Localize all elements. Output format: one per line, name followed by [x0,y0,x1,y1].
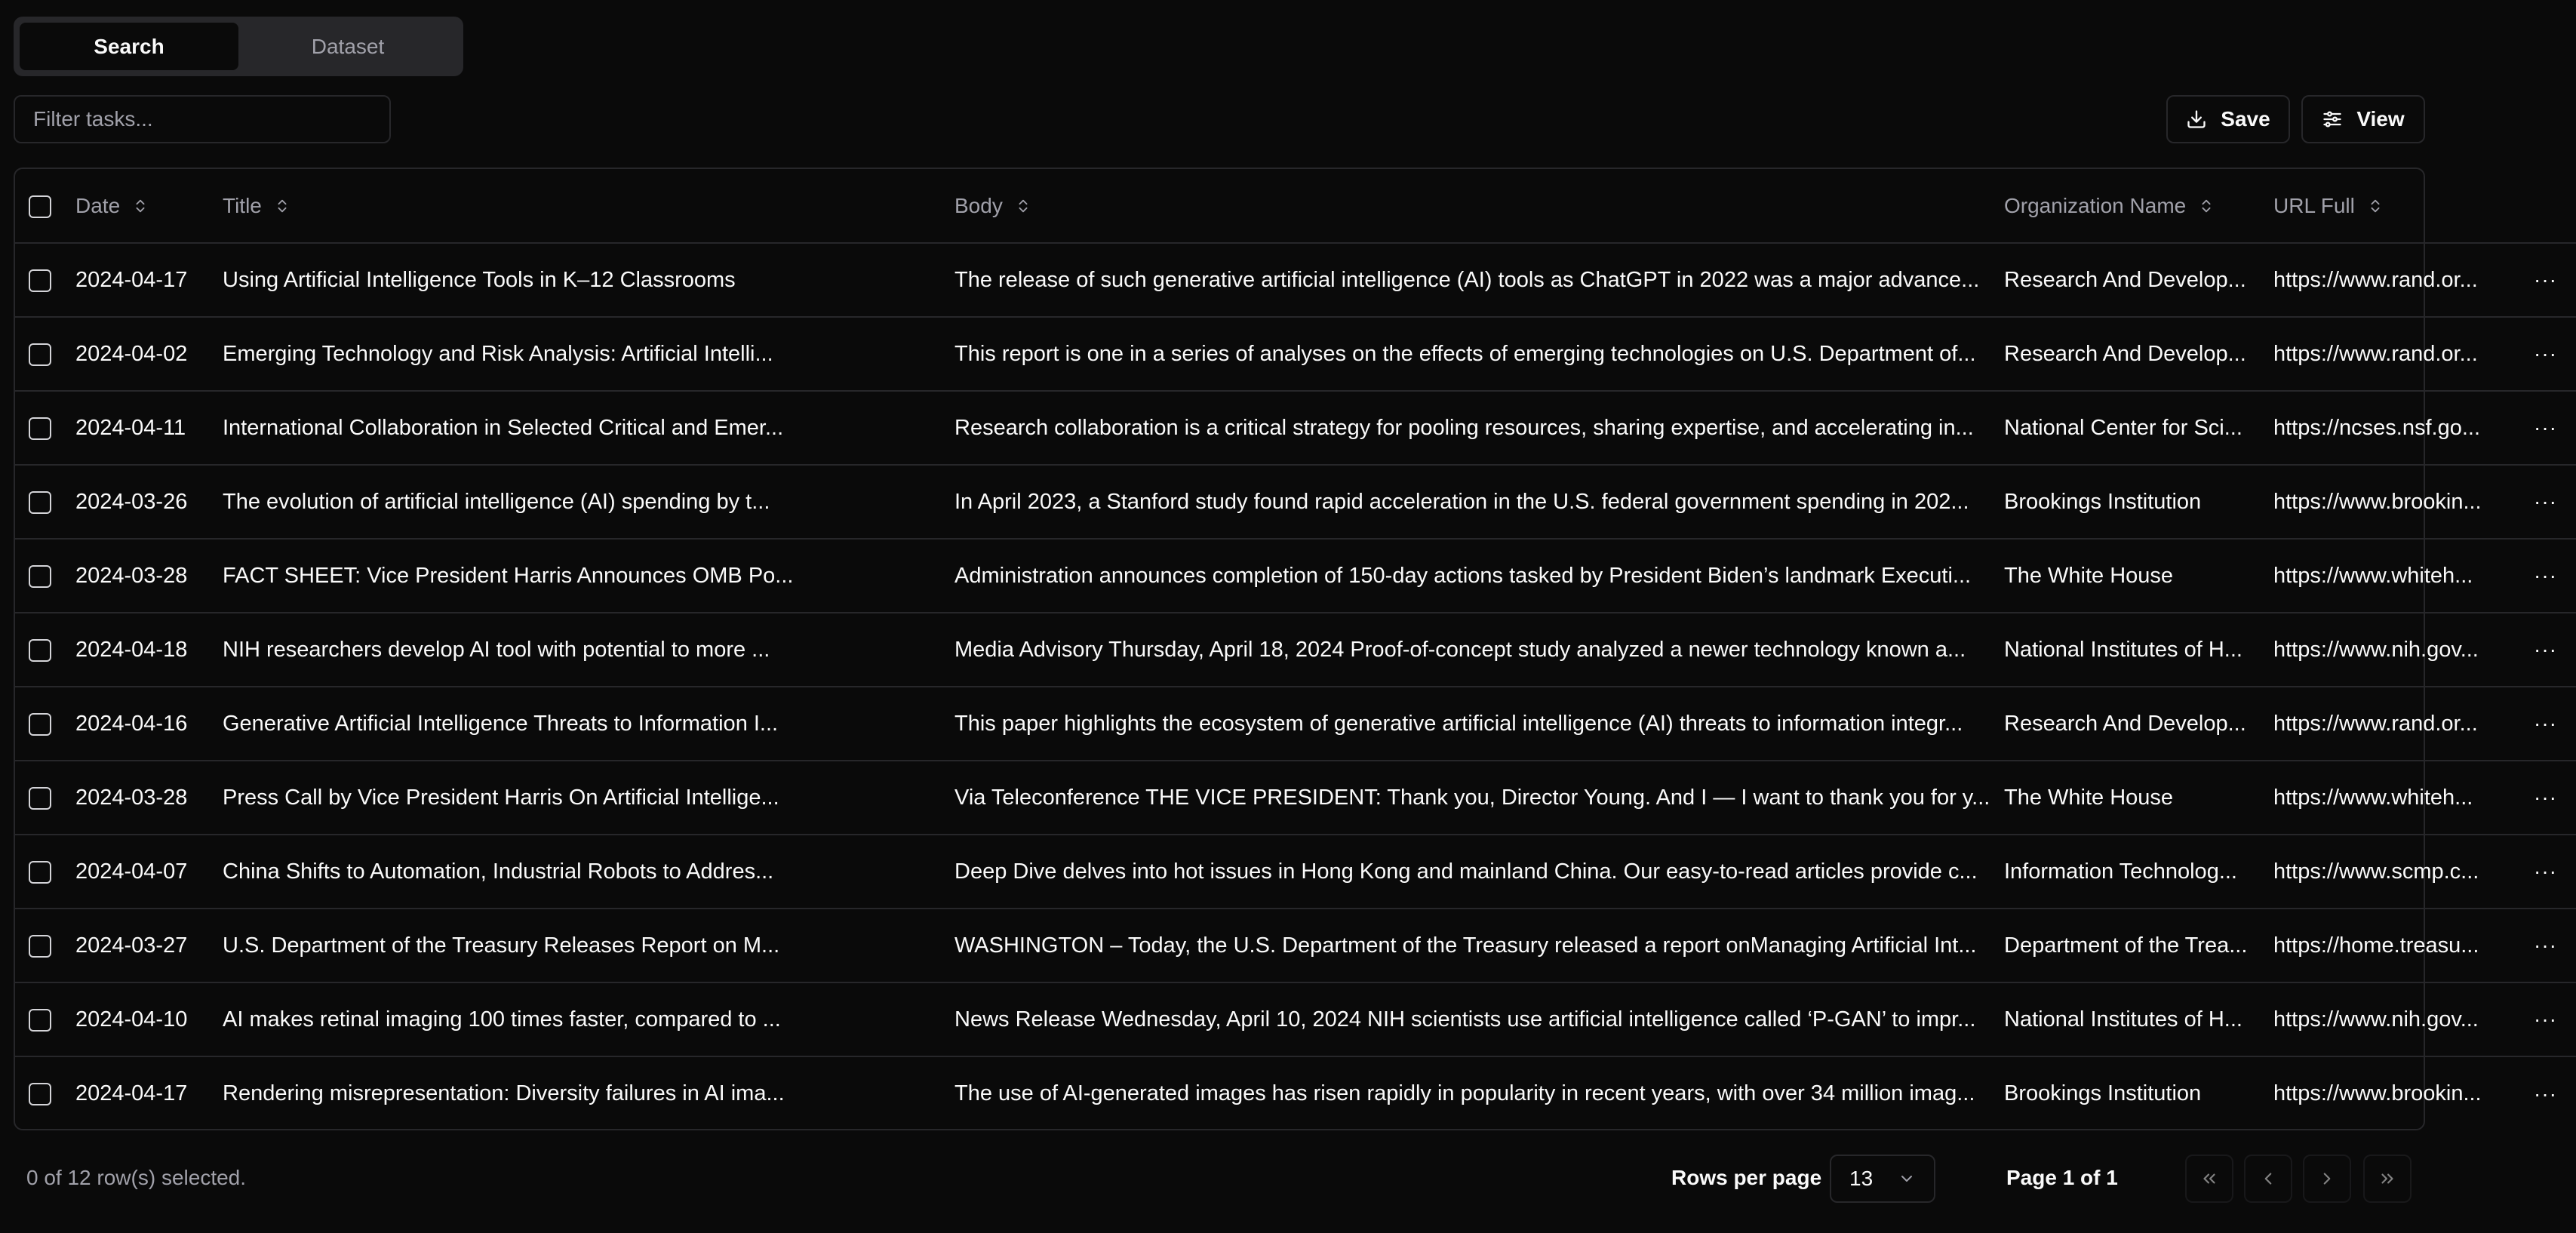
cell-organization: National Institutes of H... [2004,637,2242,662]
tab-switcher [14,17,463,76]
row-actions-glyph: ··· [2534,1007,2557,1031]
save-button-label: Save [2221,107,2270,131]
cell-body: Media Advisory Thursday, April 18, 2024 Proof-of-concept study analyzed a newer technology known a... [954,637,1966,662]
cell-url: https://www.whiteh... [2273,785,2473,810]
table-row[interactable] [15,687,2576,761]
row-actions-menu-icon[interactable] [2515,909,2576,982]
previous-page-button[interactable] [2244,1155,2292,1203]
cell-url: https://ncses.nsf.go... [2273,415,2481,440]
cell-organization: Research And Develop... [2004,267,2246,292]
next-page-button[interactable] [2303,1155,2351,1203]
row-checkbox[interactable] [29,565,51,588]
cell-body: This report is one in a series of analyses on the effects of emerging technologies on U.S. Department of... [954,341,1976,366]
cell-body: Via Teleconference THE VICE PRESIDENT: Thank you, Director Young. And I — I want to thank you for y... [954,785,1990,810]
row-actions-glyph: ··· [2534,712,2557,735]
cell-body: This paper highlights the ecosystem of generative artificial intelligence (AI) threats to information integr... [954,711,1963,736]
cell-date: 2024-04-18 [75,637,188,662]
row-actions-menu-icon[interactable] [2515,243,2576,317]
chevrons-right-icon [2378,1169,2397,1188]
cell-title: Rendering misrepresentation: Diversity failures in AI ima... [223,1081,785,1105]
cell-title: The evolution of artificial intelligence (AI) spending by t... [223,489,770,514]
row-actions-glyph: ··· [2534,786,2557,809]
cell-date: 2024-04-17 [75,267,188,292]
cell-title: Press Call by Vice President Harris On Artificial Intellige... [223,785,779,810]
row-actions-glyph: ··· [2534,1081,2557,1105]
cell-date: 2024-03-27 [75,933,188,958]
row-actions-menu-icon[interactable] [2515,317,2576,391]
table-row[interactable] [15,909,2576,982]
tab-search[interactable]: Search [20,23,238,70]
table-row[interactable] [15,613,2576,687]
cell-title: NIH researchers develop AI tool with potential to more ... [223,637,770,662]
row-actions-glyph: ··· [2534,416,2557,439]
row-checkbox[interactable] [29,1083,51,1105]
first-page-button[interactable] [2185,1155,2233,1203]
row-actions-glyph: ··· [2534,490,2557,513]
cell-body: The release of such generative artificial intelligence (AI) tools as ChatGPT in 2022 was a major advance... [954,267,1980,292]
row-actions-glyph: ··· [2534,342,2557,365]
cell-date: 2024-04-07 [75,859,188,884]
cell-organization: Research And Develop... [2004,711,2246,736]
cell-title: Emerging Technology and Risk Analysis: Artificial Intelli... [223,341,773,366]
cell-url: https://www.nih.gov... [2273,1007,2479,1032]
cell-date: 2024-04-11 [75,415,186,440]
cell-organization: Department of the Trea... [2004,933,2248,958]
cell-url: https://www.rand.or... [2273,711,2478,736]
row-actions-glyph: ··· [2534,564,2557,587]
save-button[interactable] [2166,95,2290,143]
row-checkbox[interactable] [29,861,51,884]
cell-url: https://home.treasu... [2273,933,2479,958]
cell-date: 2024-03-26 [75,489,188,514]
cell-date: 2024-03-28 [75,785,188,810]
column-label: Body [954,193,1003,217]
column-header-organization-name[interactable] [2004,194,2215,218]
cell-title: International Collaboration in Selected Critical and Emer... [223,415,784,440]
filter-tasks-input[interactable] [14,95,391,143]
row-actions-glyph: ··· [2534,268,2557,291]
table-row[interactable] [15,761,2576,835]
table-row[interactable] [15,835,2576,909]
row-checkbox[interactable] [29,1009,51,1032]
cell-organization: The White House [2004,785,2174,810]
row-checkbox[interactable] [29,713,51,736]
cell-url: https://www.brookin... [2273,1081,2482,1105]
sort-icon [1015,198,1031,214]
row-checkbox[interactable] [29,935,51,958]
row-checkbox[interactable] [29,269,51,292]
row-checkbox[interactable] [29,343,51,366]
sort-icon [2198,198,2215,214]
column-header-body[interactable] [954,194,1031,218]
page-indicator: Page 1 of 1 [2006,1166,2118,1189]
last-page-button[interactable] [2363,1155,2412,1203]
selection-status: 0 of 12 row(s) selected. [26,1166,247,1189]
table-row[interactable] [15,391,2576,465]
column-header-date[interactable] [75,194,149,218]
data-table [14,168,2557,1130]
cell-url: https://www.brookin... [2273,489,2482,514]
row-actions-menu-icon[interactable] [2515,391,2576,465]
cell-date: 2024-04-02 [75,341,188,366]
cell-organization: The White House [2004,563,2174,588]
cell-title: FACT SHEET: Vice President Harris Announces OMB Po... [223,563,794,588]
sort-icon [132,198,149,214]
cell-body: The use of AI-generated images has risen rapidly in popularity in recent years, with over 34 million imag... [954,1081,1975,1105]
cell-title: U.S. Department of the Treasury Releases Report on M... [223,933,780,958]
row-actions-glyph: ··· [2534,933,2557,957]
cell-body: News Release Wednesday, April 10, 2024 NIH scientists use artificial intelligence called ‘P-GAN’ to impr... [954,1007,1976,1032]
row-checkbox[interactable] [29,787,51,810]
cell-url: https://www.scmp.c... [2273,859,2479,884]
row-actions-menu-icon[interactable] [2515,465,2576,539]
cell-url: https://www.rand.or... [2273,267,2478,292]
cell-organization: Brookings Institution [2004,489,2202,514]
row-actions-menu-icon[interactable] [2515,613,2576,687]
row-actions-glyph: ··· [2534,638,2557,661]
row-actions-menu-icon[interactable] [2515,1056,2576,1130]
column-label: Date [75,193,121,217]
cell-url: https://www.rand.or... [2273,341,2478,366]
chevron-right-icon [2317,1169,2337,1188]
cell-body: WASHINGTON – Today, the U.S. Department of the Treasury released a report onManaging Artificial Int... [954,933,1977,958]
table-row[interactable] [15,982,2576,1056]
cell-body: Deep Dive delves into hot issues in Hong Kong and mainland China. Our easy-to-read articles provide c... [954,859,1978,884]
cell-title: AI makes retinal imaging 100 times faster, compared to ... [223,1007,781,1032]
table-row[interactable] [15,317,2576,391]
row-checkbox[interactable] [29,639,51,662]
cell-date: 2024-03-28 [75,563,188,588]
cell-date: 2024-04-17 [75,1081,188,1105]
cell-organization: Brookings Institution [2004,1081,2202,1105]
row-checkbox[interactable] [29,491,51,514]
table-row[interactable] [15,465,2576,539]
column-header-url-full[interactable] [2273,194,2384,218]
row-actions-menu-icon[interactable] [2515,539,2576,613]
row-actions-menu-icon[interactable] [2515,982,2576,1056]
table-row[interactable] [15,539,2576,613]
cell-organization: Information Technolog... [2004,859,2237,884]
column-header-title[interactable] [223,194,290,218]
rows-per-page-label: Rows per page [1671,1166,1822,1189]
row-actions-menu-icon[interactable] [2515,687,2576,761]
sort-icon [274,198,290,214]
table-header-row [15,169,2576,243]
column-label: URL Full [2273,193,2355,217]
view-button-label: View [2356,107,2405,131]
cell-organization: Research And Develop... [2004,341,2246,366]
rows-per-page-select[interactable] [1830,1155,1935,1203]
row-actions-menu-icon[interactable] [2515,835,2576,909]
cell-date: 2024-04-16 [75,711,188,736]
cell-url: https://www.whiteh... [2273,563,2473,588]
sliders-icon [2322,109,2343,130]
cell-url: https://www.nih.gov... [2273,637,2479,662]
cell-title: China Shifts to Automation, Industrial Robots to Addres... [223,859,774,884]
column-label: Organization Name [2004,193,2187,217]
cell-title: Generative Artificial Intelligence Threats to Information I... [223,711,779,736]
chevrons-left-icon [2199,1169,2219,1188]
cell-body: Administration announces completion of 150-day actions tasked by President Biden’s landmark Executi... [954,563,1972,588]
rows-per-page-value: 13 [1849,1167,1874,1190]
cell-body: In April 2023, a Stanford study found rapid acceleration in the U.S. federal government spending in 202... [954,489,1969,514]
cell-organization: National Institutes of H... [2004,1007,2242,1032]
chevron-down-icon [1898,1170,1916,1188]
cell-organization: National Center for Sci... [2004,415,2242,440]
column-label: Title [223,193,262,217]
download-icon [2186,109,2207,130]
cell-title: Using Artificial Intelligence Tools in K–12 Classrooms [223,267,736,292]
cell-body: Research collaboration is a critical strategy for pooling resources, sharing expertise, and accelerating in... [954,415,1974,440]
select-all-checkbox[interactable] [29,195,51,218]
table-row[interactable] [15,1056,2576,1130]
row-checkbox[interactable] [29,417,51,440]
table-row[interactable] [15,243,2576,317]
tab-dataset[interactable]: Dataset [311,34,385,58]
chevron-left-icon [2258,1169,2278,1188]
cell-date: 2024-04-10 [75,1007,188,1032]
view-button[interactable] [2301,95,2425,143]
row-actions-menu-icon[interactable] [2515,761,2576,835]
sort-icon [2367,198,2384,214]
row-actions-glyph: ··· [2534,859,2557,883]
